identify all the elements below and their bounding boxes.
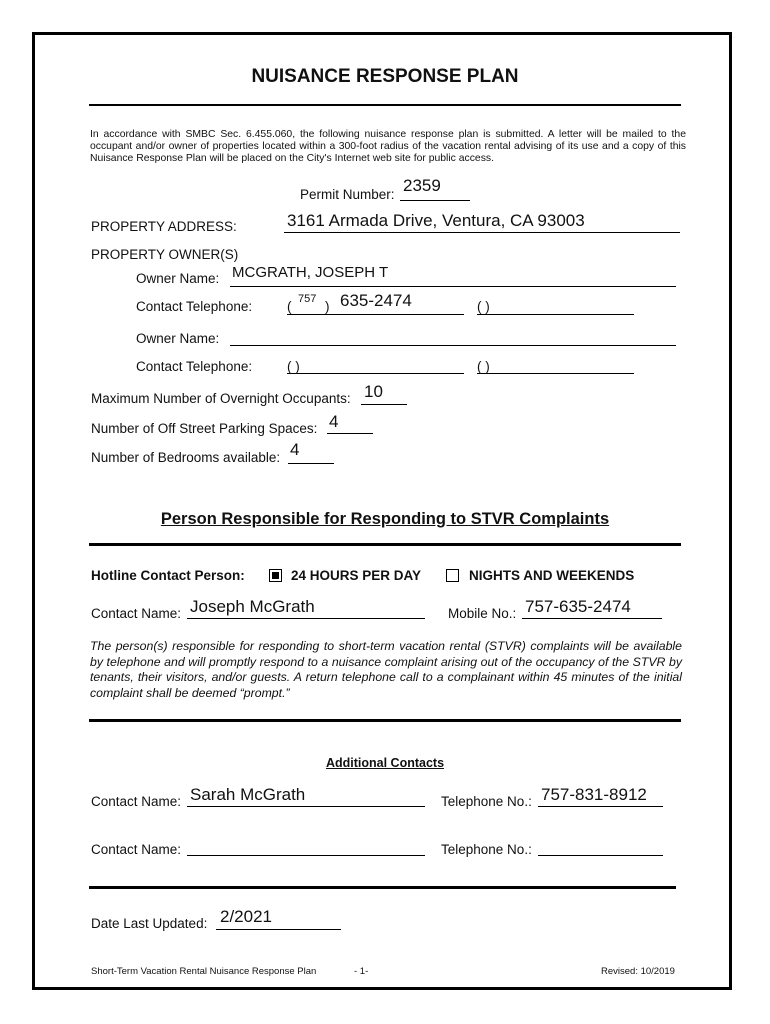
owner2-alt-phone-line <box>477 373 634 374</box>
owner1-paren-open: ( <box>287 299 292 314</box>
occupants-label: Maximum Number of Overnight Occupants: <box>91 391 351 406</box>
intro-paragraph: In accordance with SMBC Sec. 6.455.060, the following nuisance response plan is submitted. A letter will be mailed to the occupant and/or owner of properties located within a 300-foot radius of the vacation rental advising of its use and a copy of this Nuisance Response Plan will be placed on the City's Internet web site for public access. <box>90 129 686 164</box>
nights-weekends-checkbox[interactable] <box>446 569 459 582</box>
owner2-phone-line <box>287 373 464 374</box>
add-contact1-line <box>187 806 425 807</box>
24-hours-label: 24 HOURS PER DAY <box>291 568 422 583</box>
add-contact1-phone-line <box>538 806 663 807</box>
statement-rule <box>89 719 681 722</box>
owner1-phone-line <box>287 314 464 315</box>
owner1-alt-phone-line <box>477 314 634 315</box>
parking-label: Number of Off Street Parking Spaces: <box>91 421 318 436</box>
additional-contacts-heading: Additional Contacts <box>325 756 445 770</box>
add-contact2-line[interactable] <box>187 855 425 856</box>
date-updated-line <box>216 929 341 930</box>
footer-form-name: Short-Term Vacation Rental Nuisance Response Plan <box>91 966 317 977</box>
date-updated-label: Date Last Updated: <box>91 916 208 931</box>
property-address-label: PROPERTY ADDRESS: <box>91 219 237 234</box>
additional-rule <box>89 886 676 889</box>
mobile-line <box>522 618 662 619</box>
add-contact1-phone[interactable]: 757-831-8912 <box>541 785 647 804</box>
document-title: NUISANCE RESPONSE PLAN <box>251 66 519 87</box>
owner2-alt-phone[interactable]: ( ) <box>477 359 490 374</box>
bedrooms-line <box>288 463 334 464</box>
owner2-name-label: Owner Name: <box>136 331 220 346</box>
owner1-paren-close: ) <box>325 299 330 314</box>
add-contact1-phone-label: Telephone No.: <box>441 794 532 809</box>
owner1-name-value[interactable]: MCGRATH, JOSEPH T <box>232 264 389 281</box>
property-owners-heading: PROPERTY OWNER(S) <box>91 247 239 262</box>
add-contact1-name[interactable]: Sarah McGrath <box>190 785 306 804</box>
add-contact2-label: Contact Name: <box>91 842 182 857</box>
footer-page-number: - 1- <box>354 966 369 977</box>
occupants-value[interactable]: 10 <box>364 382 383 401</box>
footer-revised: Revised: 10/2019 <box>601 966 675 977</box>
date-updated-value[interactable]: 2/2021 <box>220 907 272 926</box>
contact-name-line <box>187 618 425 619</box>
owner2-name-line[interactable] <box>230 345 676 346</box>
nights-weekends-label: NIGHTS AND WEEKENDS <box>469 568 635 583</box>
permit-line <box>400 200 470 201</box>
property-address-line <box>284 232 680 233</box>
responsible-rule <box>89 543 681 546</box>
owner1-name-label: Owner Name: <box>136 271 220 286</box>
permit-label: Permit Number: <box>300 187 395 202</box>
owner1-phone-label: Contact Telephone: <box>136 299 253 314</box>
property-address-value[interactable]: 3161 Armada Drive, Ventura, CA 93003 <box>287 211 585 230</box>
owner1-area-code[interactable]: 757 <box>298 293 317 305</box>
permit-number[interactable]: 2359 <box>403 176 441 195</box>
mobile-label: Mobile No.: <box>448 606 517 621</box>
add-contact1-label: Contact Name: <box>91 794 182 809</box>
bedrooms-value[interactable]: 4 <box>290 440 300 459</box>
owner2-phone[interactable]: ( ) <box>287 359 300 374</box>
24-hours-checkbox[interactable] <box>269 569 282 582</box>
responsibility-statement: The person(s) responsible for responding to short-term vacation rental (STVR) complaints will be available by telephone and will promptly respond to a nuisance complaint arising out of the occupancy of the STVR by tenants, their visitors, and/or guests. A return telephone call to a complainant within 45 minutes of the initial complaint shall be deemed “prompt.” <box>90 639 682 700</box>
contact-name-label: Contact Name: <box>91 606 182 621</box>
responsible-heading: Person Responsible for Responding to STVR Complaints <box>160 510 610 528</box>
owner1-name-line <box>230 286 676 287</box>
hotline-label: Hotline Contact Person: <box>91 568 245 583</box>
owner1-alt-phone[interactable]: ( ) <box>477 299 490 314</box>
add-contact2-phone-label: Telephone No.: <box>441 842 532 857</box>
mobile-value[interactable]: 757-635-2474 <box>525 597 631 616</box>
bedrooms-label: Number of Bedrooms available: <box>91 450 281 465</box>
occupants-line <box>361 404 407 405</box>
parking-line <box>327 433 373 434</box>
add-contact2-phone-line[interactable] <box>538 855 663 856</box>
owner2-phone-label: Contact Telephone: <box>136 359 253 374</box>
owner1-phone-number[interactable]: 635-2474 <box>340 291 412 310</box>
title-rule <box>89 104 681 106</box>
contact-name-value[interactable]: Joseph McGrath <box>190 597 315 616</box>
parking-value[interactable]: 4 <box>329 412 339 431</box>
